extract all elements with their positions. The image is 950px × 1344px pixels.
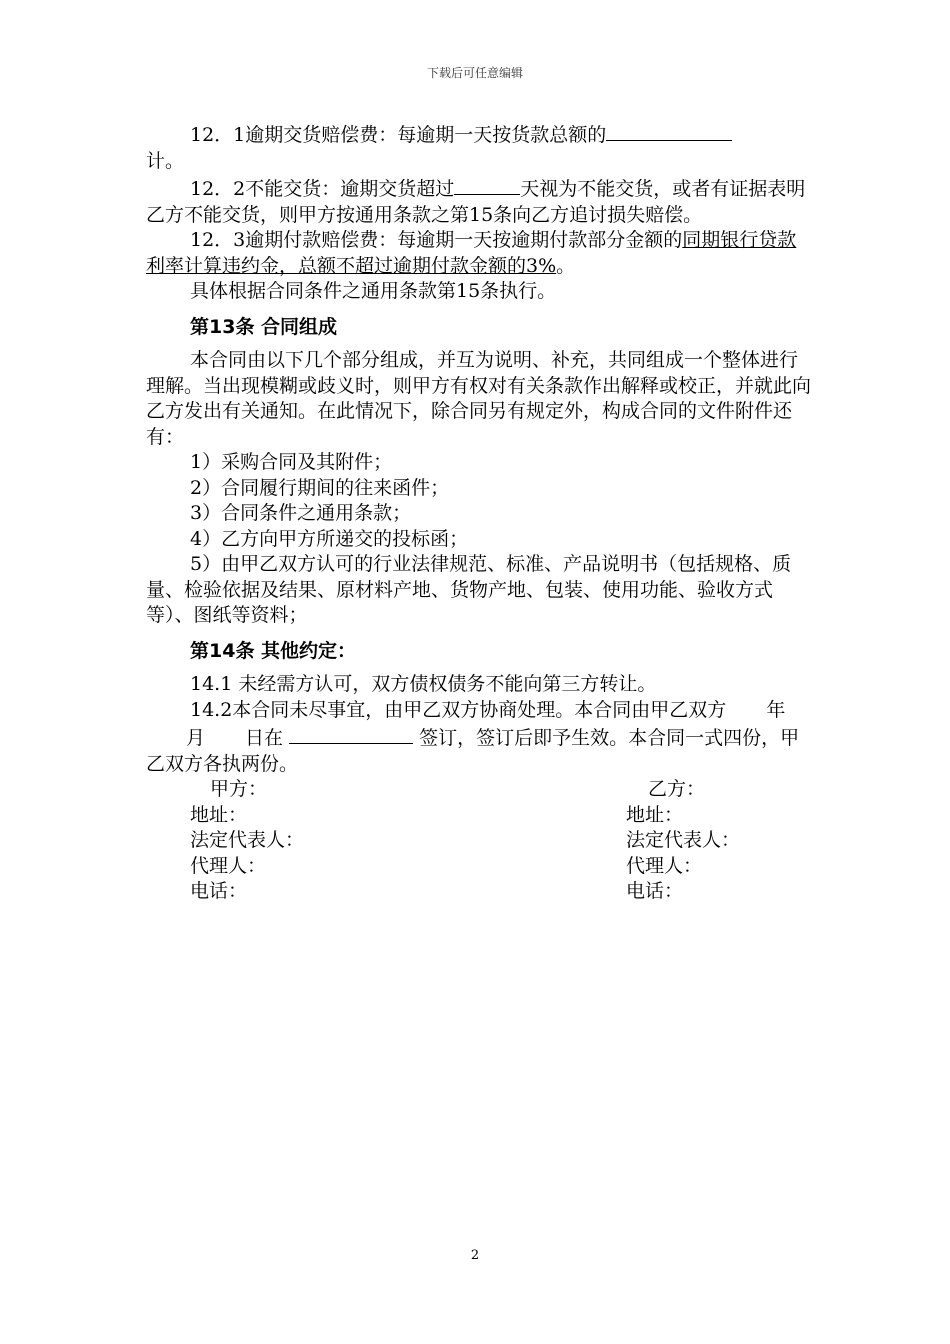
party-a-agent: 代理人：	[190, 854, 267, 877]
document-body	[146, 120, 811, 905]
signature-row-party	[146, 777, 811, 803]
blank-line	[289, 723, 413, 744]
list-item: 1）采购合同及其附件；	[190, 451, 393, 473]
blank-line	[454, 174, 520, 195]
page-header: 下载后可任意编辑	[426, 66, 523, 80]
clause-12-3: 12．3逾期付款赔偿费：每逾期一天按逾期付款部分金额的同期银行贷款利率计算违约金，总额不超过逾期付款金额的3%。	[146, 229, 797, 277]
party-a-address: 地址：	[190, 803, 248, 826]
party-a-phone: 电话：	[190, 880, 248, 902]
party-b-label: 乙方：	[648, 778, 706, 800]
party-a-legal-rep: 法定代表人：	[190, 829, 305, 851]
page-number: 2	[470, 1248, 480, 1263]
party-b-address: 地址：	[626, 803, 684, 826]
list-item: 3）合同条件之通用条款；	[190, 502, 412, 524]
list-item: 4）乙方向甲方所递交的投标函；	[190, 527, 469, 550]
clause-12-2: 12．2不能交货：逾期交货超过 天视为不能交货，或者有证据表明乙方不能交货，则甲方按通用条款之第15条向乙方追讨损失赔偿。	[146, 174, 811, 228]
list-item: 5）由甲乙双方认可的行业法律规范、标准、产品说明书（包括规格、质量、检验依据及结果、原材料产地、货物产地、包装、使用功能、验收方式等）、图纸等资料；	[146, 553, 792, 626]
signature-row-agent	[146, 854, 811, 880]
section-13-heading: 第13条 合同组成	[190, 315, 338, 338]
section-14-heading: 第14条 其他约定：	[190, 639, 357, 662]
clause-12-end: 具体根据合同条件之通用条款第15条执行。	[190, 280, 557, 302]
party-b-agent: 代理人：	[626, 854, 703, 877]
blank-line	[606, 120, 732, 141]
clause-12-1: 12．1逾期交货赔偿费：每逾期一天按货款总额的 计。	[146, 120, 811, 174]
party-b-phone: 电话：	[626, 880, 684, 902]
signature-row-legal-rep	[146, 828, 811, 854]
clause-14-2: 14.2本合同未尽事宜，由甲乙双方协商处理。本合同由甲乙双方 年月 日在 签订，签订后即予生效。本合同一式四份，甲乙双方各执两份。	[146, 698, 800, 775]
party-b-legal-rep: 法定代表人：	[626, 829, 741, 851]
clause-14-1: 14.1 未经需方认可，双方债权债务不能向第三方转让。	[190, 673, 657, 695]
signature-row-address	[146, 803, 811, 829]
list-item: 2）合同履行期间的往来函件；	[190, 476, 450, 499]
signature-row-phone	[146, 879, 811, 905]
section-13-intro: 本合同由以下几个部分组成，并互为说明、补充，共同组成一个整体进行理解。当出现模糊或歧义时，则甲方有权对有关条款作出解释或校正，并就此向乙方发出有关通知。在此情况下，除合同另有规定外，构成合同的文件附件还有：	[146, 349, 812, 448]
party-a-label: 甲方：	[210, 778, 268, 800]
